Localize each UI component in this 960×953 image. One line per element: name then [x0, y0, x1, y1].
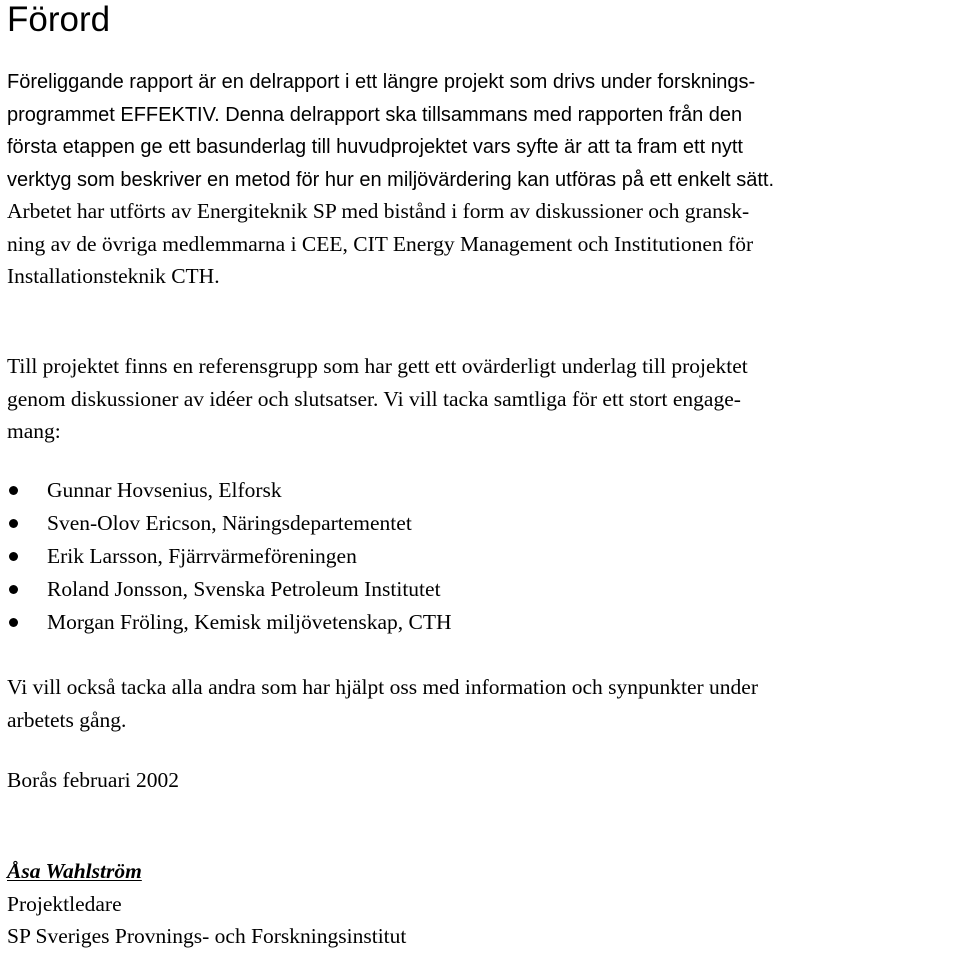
bullet-icon: [9, 585, 18, 594]
bullet-icon: [9, 618, 18, 627]
place-date: Borås februari 2002: [7, 768, 179, 792]
reference-group-list: [7, 474, 452, 639]
paragraph-line: Föreliggande rapport är en delrapport i ett längre projekt som drivs under forsknings-: [7, 71, 756, 93]
bullet-icon: [9, 486, 18, 495]
paragraph-line: ning av de övriga medlemmarna i CEE, CIT Energy Management och Institutionen för: [7, 231, 754, 256]
paragraph-line: första etappen ge ett basunderlag till huvudprojektet vars syfte är att ta fram ett nytt: [7, 136, 743, 158]
document-page: [7, 0, 957, 948]
list-item: [7, 474, 452, 507]
paragraph-line: Arbetet har utförts av Energiteknik SP med bistånd i form av diskussioner och gransk-: [7, 199, 750, 223]
paragraph-line: arbetets gång.: [7, 707, 127, 732]
paragraph-line: programmet EFFEKTIV. Denna delrapport ska tillsammans med rapporten från den: [7, 103, 743, 126]
signatory-organization: SP Sveriges Provnings- och Forskningsinstitut: [7, 924, 407, 948]
paragraph-line: Till projektet finns en referensgrupp som har gett ett ovärderligt underlag till projektet: [7, 354, 748, 378]
reference-group-paragraph: [7, 350, 952, 448]
list-item-text: Sven-Olov Ericson, Näringsdepartementet: [47, 511, 412, 535]
signatory-role: Projektledare: [7, 891, 122, 916]
paragraph-line: mang:: [7, 419, 61, 443]
list-item-text: Roland Jonsson, Svenska Petroleum Institutet: [47, 577, 441, 601]
page-title: Förord: [7, 0, 111, 39]
paragraph-line: Installationsteknik CTH.: [7, 264, 220, 288]
signature-block: [7, 855, 406, 953]
list-item: [7, 573, 452, 606]
paragraph-line: genom diskussioner av idéer och slutsatser. Vi vill tacka samtliga för ett stort engage-: [7, 386, 741, 411]
list-item-text: Gunnar Hovsenius, Elforsk: [47, 478, 282, 502]
paragraph-line: verktyg som beskriver en metod för hur en miljövärdering kan utföras på ett enkelt sätt.: [7, 168, 775, 191]
list-item: [7, 540, 452, 573]
list-item: [7, 606, 452, 639]
list-item-text: Morgan Fröling, Kemisk miljövetenskap, CTH: [47, 610, 452, 634]
intro-paragraph: [7, 66, 952, 196]
list-item-text: Erik Larsson, Fjärrvärmeföreningen: [47, 544, 357, 568]
paragraph-line: Vi vill också tacka alla andra som har hjälpt oss med information och synpunkter under: [7, 675, 759, 699]
thanks-paragraph: [7, 671, 957, 736]
bullet-icon: [9, 519, 18, 528]
list-item: [7, 507, 452, 540]
bullet-icon: [9, 552, 18, 561]
work-paragraph: [7, 195, 952, 293]
signatory-name: Åsa Wahlström: [7, 859, 142, 883]
